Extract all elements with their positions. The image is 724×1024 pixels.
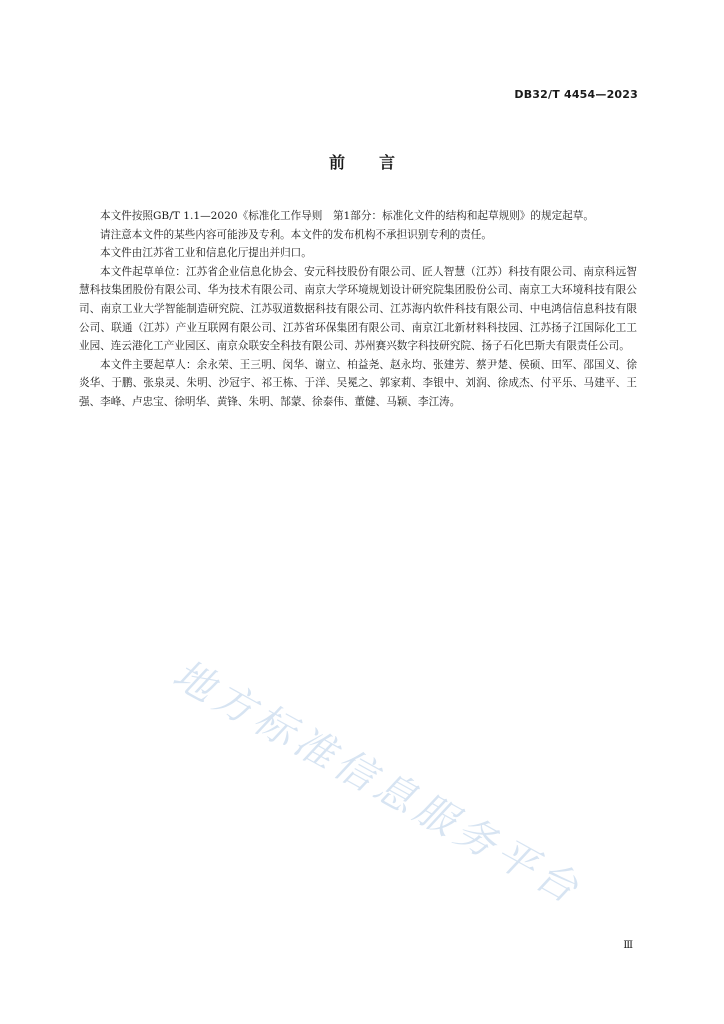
paragraph-main-drafters: 本文件主要起草人：余永荣、王三明、闵华、谢立、柏益尧、赵永均、张建芳、蔡尹楚、侯硕、田军、邵国义、徐炎华、于鹏、张泉灵、朱明、沙冠宇、祁王栋、于洋、吴冕之、郭家莉、李银中、刘润、徐成杰、付平乐、马建平、王强、李峰、卢忠宝、徐明华、黄锋、朱明、郜蒙、徐泰伟、董健、马颖、李江涛。 [79,358,637,408]
page-title [0,150,724,173]
watermark: 地方标准信息服务平台 [165,651,590,915]
page-title-char-1: 前 [328,153,345,172]
paragraph-drafting-units: 本文件起草单位：江苏省企业信息化协会、安元科技股份有限公司、匠人智慧（江苏）科技有限公司、南京科远智慧科技集团股份有限公司、华为技术有限公司、南京大学环境规划设计研究院集团股份公司、南京工大环境科技有限公司、南京工业大学智能制造研究院、江苏驭道数据科技有限公司、江苏海内软件科技有限公司、中电鸿信信息科技有限公司、联通（江苏）产业互联网有限公司、江苏省环保集团有限公司、南京江北新材料科技园、江苏扬子江国际化工工业园、连云港化工产业园区、南京众联安全科技有限公司、苏州赛兴数字科技研究院、扬子石化巴斯夫有限责任公司。 [79,265,637,353]
page-title-char-2: 言 [379,153,396,172]
document-code: DB32/T 4454—2023 [514,88,638,101]
paragraph-proposer: 本文件由江苏省工业和信息化厅提出并归口。 [100,247,312,260]
foreword-body [79,207,637,412]
page-number: Ⅲ [623,940,633,951]
paragraph-patent-notice: 请注意本文件的某些内容可能涉及专利。本文件的发布机构不承担识别专利的责任。 [100,228,492,241]
paragraph-drafting-basis: 本文件按照GB/T 1.1—2020《标准化工作导则 第1部分：标准化文件的结构和起草规则》的规定起草。 [100,210,594,222]
